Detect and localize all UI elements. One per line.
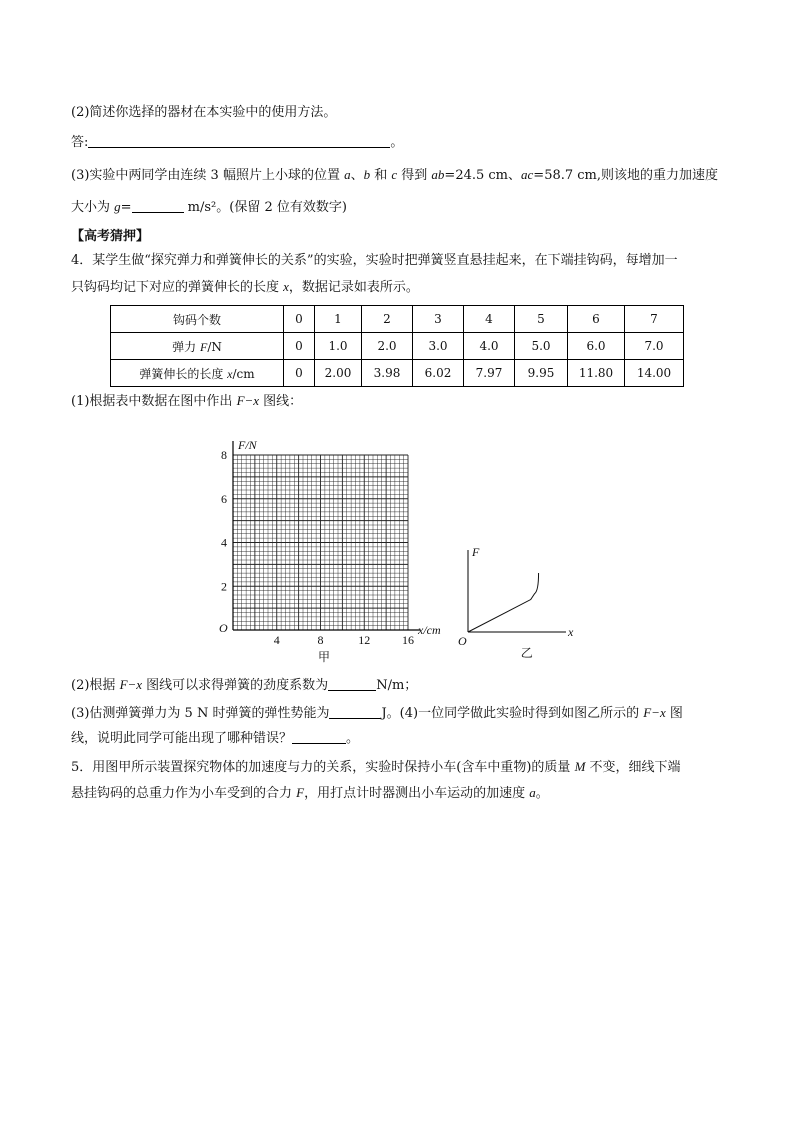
y-tick-label: 8	[221, 448, 227, 462]
q5-text: 5．用图甲所示装置探究物体的加速度与力的关系，实验时保持小车(含车中重物)的质量	[71, 760, 575, 775]
q4-2-text: (2)根据	[71, 678, 120, 693]
chart-jia[interactable]	[205, 418, 445, 668]
label-text: 弹力	[172, 339, 200, 354]
error-blank[interactable]	[292, 730, 346, 744]
q4-text2: ，数据记录如表所示。	[288, 280, 419, 295]
table-row	[111, 306, 684, 333]
q4-1-text2: 图线：	[259, 394, 303, 409]
cell: 2	[362, 306, 413, 333]
q4-4	[71, 730, 359, 748]
table-row	[111, 360, 684, 387]
grid	[233, 455, 408, 630]
var-b: b	[363, 167, 371, 182]
label-var: F	[199, 339, 208, 354]
cell: 11.80	[568, 360, 625, 387]
chart-title: 乙	[520, 646, 533, 660]
q4-text: 只钩码均记下对应的弹簧伸长的长度	[71, 280, 284, 295]
cell: 7.0	[625, 333, 684, 360]
y-tick-label: 4	[221, 535, 227, 550]
axes	[468, 550, 566, 632]
q5-text3: 悬挂钩码的总重力作为小车受到的合力	[71, 786, 297, 801]
q4-3	[71, 704, 683, 723]
label-text: 弹簧伸长的长度	[139, 366, 228, 381]
data-table	[110, 305, 684, 387]
cell: 14.00	[625, 360, 684, 387]
axes	[233, 441, 420, 630]
q5-text4: ，用打点计时器测出小车运动的加速度	[304, 786, 530, 801]
q2-answer-line	[71, 134, 403, 152]
cell: 2.00	[315, 360, 362, 387]
label-unit: /N	[207, 339, 222, 354]
and: 和	[370, 168, 392, 183]
q4-2-text2: 图线可以求得弹簧的劲度系数为	[142, 678, 329, 693]
x-tick-label: 8	[317, 633, 324, 647]
q3-text: (3)实验中两同学由连续 3 幅照片上小球的位置	[71, 168, 345, 183]
cell: 6	[568, 306, 625, 333]
answer-prefix: 答:	[71, 135, 89, 150]
cell: 2.0	[362, 333, 413, 360]
var-x: x	[283, 279, 289, 294]
got: 得到	[397, 168, 432, 183]
y-axis-label: F/N	[238, 438, 257, 452]
label-var: x	[227, 366, 233, 381]
cell: 7.97	[464, 360, 515, 387]
q3-line1	[71, 166, 718, 185]
q5-line2	[71, 784, 549, 803]
ac-value: =58.7 cm,则该地的重力加速度	[533, 168, 719, 183]
chart-yi	[450, 540, 580, 660]
cell: 0	[284, 333, 315, 360]
q3-text3: m/s²。(保留 2 位有效数字)	[183, 200, 347, 215]
q4-3-var: F−x	[643, 705, 666, 720]
cell: 5	[515, 306, 568, 333]
q4-1	[71, 392, 302, 411]
q4-1-text: (1)根据表中数据在图中作出	[71, 394, 237, 409]
q4-4-end: 。	[346, 731, 360, 746]
cell: 3.0	[413, 333, 464, 360]
q5-end: 。	[535, 786, 549, 801]
var-a2: a	[529, 785, 536, 800]
q3-line2	[71, 198, 347, 217]
q4-line2	[71, 278, 419, 297]
origin-label: O	[219, 621, 228, 635]
ab-label: ab	[431, 167, 445, 182]
cell: 9.95	[515, 360, 568, 387]
q4-1-var: F−x	[236, 393, 260, 408]
q4-3-text3: 图	[665, 706, 683, 721]
x-axis-label: x/cm	[418, 623, 441, 637]
cell: 3	[413, 306, 464, 333]
q4-2-unit: N/m；	[376, 678, 418, 693]
var-a: a	[344, 167, 351, 182]
x-tick-label: 12	[358, 633, 371, 647]
y-axis-label: F	[472, 545, 480, 559]
origin-label: O	[458, 634, 467, 648]
answer-end: 。	[390, 135, 404, 150]
cell: 0	[284, 306, 315, 333]
cell: 6.02	[413, 360, 464, 387]
row-label: 钩码个数	[111, 306, 284, 333]
x-tick-label: 4	[273, 633, 280, 647]
cell: 1.0	[315, 333, 362, 360]
g-blank[interactable]	[132, 199, 184, 213]
ac-label: ac	[521, 167, 534, 182]
var-F: F	[296, 785, 305, 800]
energy-blank[interactable]	[329, 705, 381, 719]
table-row	[111, 333, 684, 360]
k-blank[interactable]	[328, 677, 376, 691]
cell: 4.0	[464, 333, 515, 360]
q3-text2: 大小为	[71, 200, 115, 215]
cell: 7	[625, 306, 684, 333]
g-label: g	[114, 199, 121, 214]
section-title: 【高考猜押】	[71, 229, 150, 244]
equals: =	[120, 200, 132, 215]
sep: 、	[350, 168, 364, 183]
f-x-curve	[468, 573, 539, 632]
q4-line1: 4．某学生做“探究弹力和弹簧伸长的关系”的实验，实验时把弹簧竖直悬挂起来，在下端挂钩码，每增加一	[71, 253, 678, 268]
label-unit: /cm	[232, 366, 255, 381]
x-tick-label: 16	[402, 633, 414, 647]
q4-3-text: (3)估测弹簧弹力为 5 N 时弹簧的弹性势能为	[71, 706, 330, 721]
chart-title: 甲	[317, 650, 331, 664]
cell: 6.0	[568, 333, 625, 360]
ab-value: =24.5 cm、	[444, 168, 522, 183]
q5-text2: 不变，细线下端	[585, 760, 681, 775]
row-label	[111, 333, 284, 360]
cell: 5.0	[515, 333, 568, 360]
q4-2	[71, 676, 417, 695]
q4-3-text2: J。(4)一位同学做此实验时得到如图乙所示的	[381, 706, 644, 721]
cell: 1	[315, 306, 362, 333]
var-M: M	[574, 759, 586, 774]
tick-labels	[221, 448, 414, 647]
var-c: c	[391, 167, 398, 182]
cell: 3.98	[362, 360, 413, 387]
cell: 4	[464, 306, 515, 333]
q2-prompt: (2)简述你选择的器材在本实验中的使用方法。	[71, 105, 337, 120]
cell: 0	[284, 360, 315, 387]
q5-line1	[71, 758, 681, 777]
y-tick-label: 6	[221, 491, 227, 506]
y-tick-label: 2	[221, 579, 227, 594]
q4-4-text: 线，说明此同学可能出现了哪种错误？	[71, 731, 293, 746]
x-axis-label: x	[568, 625, 574, 639]
answer-blank[interactable]	[88, 134, 390, 148]
row-label	[111, 360, 284, 387]
q4-2-var: F−x	[119, 677, 143, 692]
